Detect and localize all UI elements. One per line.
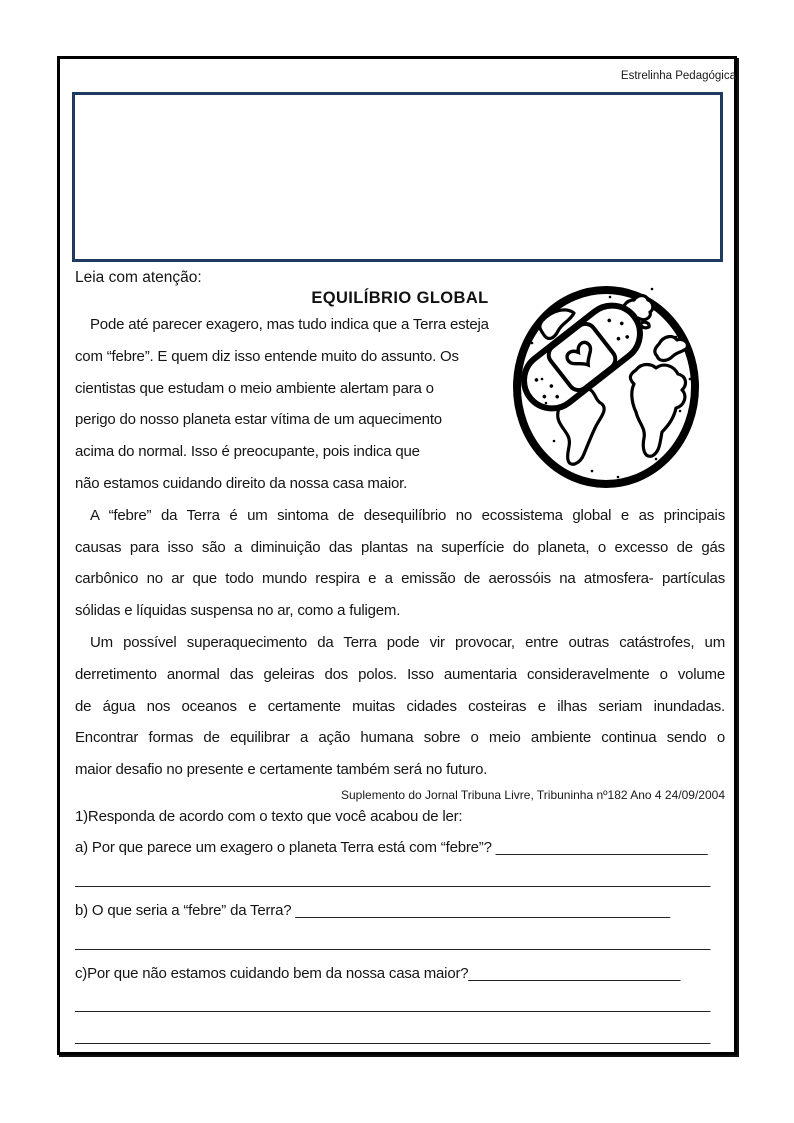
brand-text: Estrelinha Pedagógica bbox=[620, 70, 736, 82]
article-line: acima do normal. Isso é preocupante, pois indica que bbox=[75, 443, 420, 461]
article-line: de água nos oceanos e certamente muitas cidades costeiras e ilhas seriam inundadas. bbox=[75, 697, 725, 715]
paragraph-1 bbox=[75, 309, 520, 500]
question-b: b) O que seria a “febre” da Terra? ______________________________________________ bbox=[75, 902, 670, 920]
article-line: derretimento anormal das geleiras dos polos. Isso aumentaria consideravelmente o volume bbox=[75, 665, 725, 683]
article-line: maior desafio no presente e certamente também será no futuro. bbox=[75, 761, 488, 779]
paragraph-2 bbox=[75, 500, 725, 627]
source-credit: Suplemento do Jornal Tribuna Livre, Tribuninha nº182 Ano 4 24/09/2004 bbox=[341, 787, 725, 802]
article-line: com “febre”. E quem diz isso entende muito do assunto. Os bbox=[75, 347, 459, 365]
answer-line[interactable]: ______________________________________________________________________________ bbox=[75, 1027, 711, 1045]
article-line: perigo do nosso planeta estar vítima de um aquecimento bbox=[75, 411, 442, 429]
article-title: EQUILÍBRIO GLOBAL bbox=[311, 289, 489, 307]
article-line: sólidas e líquidas suspensa no ar, como a fuligem. bbox=[75, 602, 401, 620]
answer-line[interactable]: ______________________________________________________________________________ bbox=[75, 996, 711, 1014]
article bbox=[75, 287, 725, 804]
article-line: cientistas que estudam o meio ambiente alertam para o bbox=[75, 379, 434, 397]
article-line: carbônico no ar que todo mundo respira e a emissão de aerossóis na atmosfera- partículas bbox=[75, 570, 725, 588]
article-line: Um possível superaquecimento da Terra pode vir provocar, entre outras catástrofes, um bbox=[90, 633, 725, 651]
article-line: não estamos cuidando direito da nossa casa maior. bbox=[75, 474, 408, 492]
question-intro: 1)Responda de acordo com o texto que você acabou de ler: bbox=[75, 808, 463, 825]
article-line: causas para isso são a diminuição das plantas na superfície do planeta, o excesso de gás bbox=[75, 538, 725, 556]
paragraph-3 bbox=[75, 627, 725, 786]
question-c: c)Por que não estamos cuidando bem da nossa casa maior?__________________________ bbox=[75, 964, 681, 982]
name-box[interactable] bbox=[72, 92, 723, 262]
article-line: Encontrar formas de equilibrar a ação humana sobre o meio ambiente continua sendo o bbox=[75, 729, 725, 747]
questions-section bbox=[75, 801, 727, 1052]
question-a: a) Por que parece um exagero o planeta Terra está com “febre”? __________________________ bbox=[75, 839, 708, 857]
worksheet-frame bbox=[57, 56, 737, 1055]
article-line: Pode até parecer exagero, mas tudo indica que a Terra esteja bbox=[90, 316, 489, 333]
answer-line[interactable]: ______________________________________________________________________________ bbox=[75, 933, 711, 951]
earth-bandaid-icon bbox=[508, 281, 704, 493]
instruction-label: Leia com atenção: bbox=[75, 269, 202, 286]
article-line: A “febre” da Terra é um sintoma de desequilíbrio no ecossistema global e as principais bbox=[90, 506, 725, 524]
answer-line[interactable]: ______________________________________________________________________________ bbox=[75, 870, 711, 888]
